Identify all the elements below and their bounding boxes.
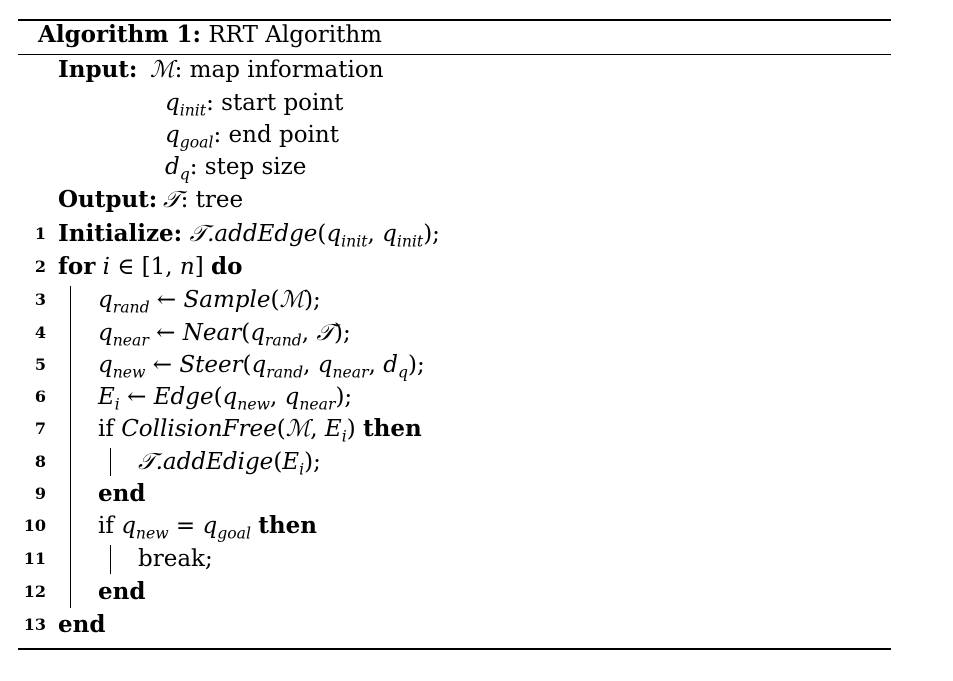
input-step: $d_q$: step size — [165, 154, 307, 184]
line-code: end — [98, 578, 146, 605]
line-code: $q_{new}$ ← $Steer(q_{rand}$, $q_{near}$, $d_q$); — [98, 352, 425, 382]
line-code: $𝒯.addEdige(E_i)$; — [138, 449, 321, 479]
line-code: end — [98, 480, 146, 507]
input-goal: $q_{goal}$: end point — [165, 122, 339, 152]
output-tree: 𝒯: tree — [163, 187, 244, 213]
line-code: $q_{near}$ ← $Near(q_{rand}$, 𝒯); — [98, 320, 351, 350]
line-code: break; — [138, 546, 213, 572]
line-code: Initialize: $𝒯.addEdge(q_{init}$, $q_{init}$); — [58, 220, 440, 251]
output-label: Output: — [58, 186, 158, 213]
line-number: 12 — [23, 582, 46, 601]
input-map: ℳ: map information — [150, 57, 384, 83]
algorithm-title — [38, 20, 382, 50]
line-number: 8 — [34, 452, 46, 471]
line-code: if CollisionFree(ℳ, $E_i$) then — [98, 415, 422, 446]
line-number: 10 — [23, 516, 46, 535]
if-block-bar-1 — [110, 448, 111, 476]
line-number: 1 — [34, 224, 46, 243]
input-label: Input: — [58, 56, 138, 83]
line-code: $q_{rand}$ ← Sample(ℳ); — [98, 287, 321, 317]
input-start: $q_{init}$: start point — [165, 90, 344, 120]
title-rule — [18, 54, 891, 55]
line-number: 7 — [34, 419, 46, 438]
line-code: $E_i$ ← $Edge(q_{new}$, $q_{near}$); — [98, 384, 353, 414]
line-number: 13 — [23, 615, 46, 634]
line-code: end — [58, 611, 106, 638]
if-block-bar-2 — [110, 545, 111, 574]
line-number: 11 — [23, 549, 46, 568]
for-block-bar — [70, 286, 71, 608]
title-label: Algorithm 1: — [38, 21, 202, 48]
line-number: 9 — [34, 484, 46, 503]
line-code: for i ∈ [1, n] do — [58, 253, 243, 280]
title-name: RRT Algorithm — [201, 22, 382, 48]
line-number: 5 — [34, 355, 46, 374]
line-code: if $q_{new} = q_{goal}$ then — [98, 512, 317, 543]
bottom-rule — [18, 648, 891, 650]
line-number: 6 — [34, 387, 46, 406]
line-number: 4 — [34, 323, 46, 342]
line-number: 2 — [34, 257, 46, 276]
line-number: 3 — [34, 290, 46, 309]
